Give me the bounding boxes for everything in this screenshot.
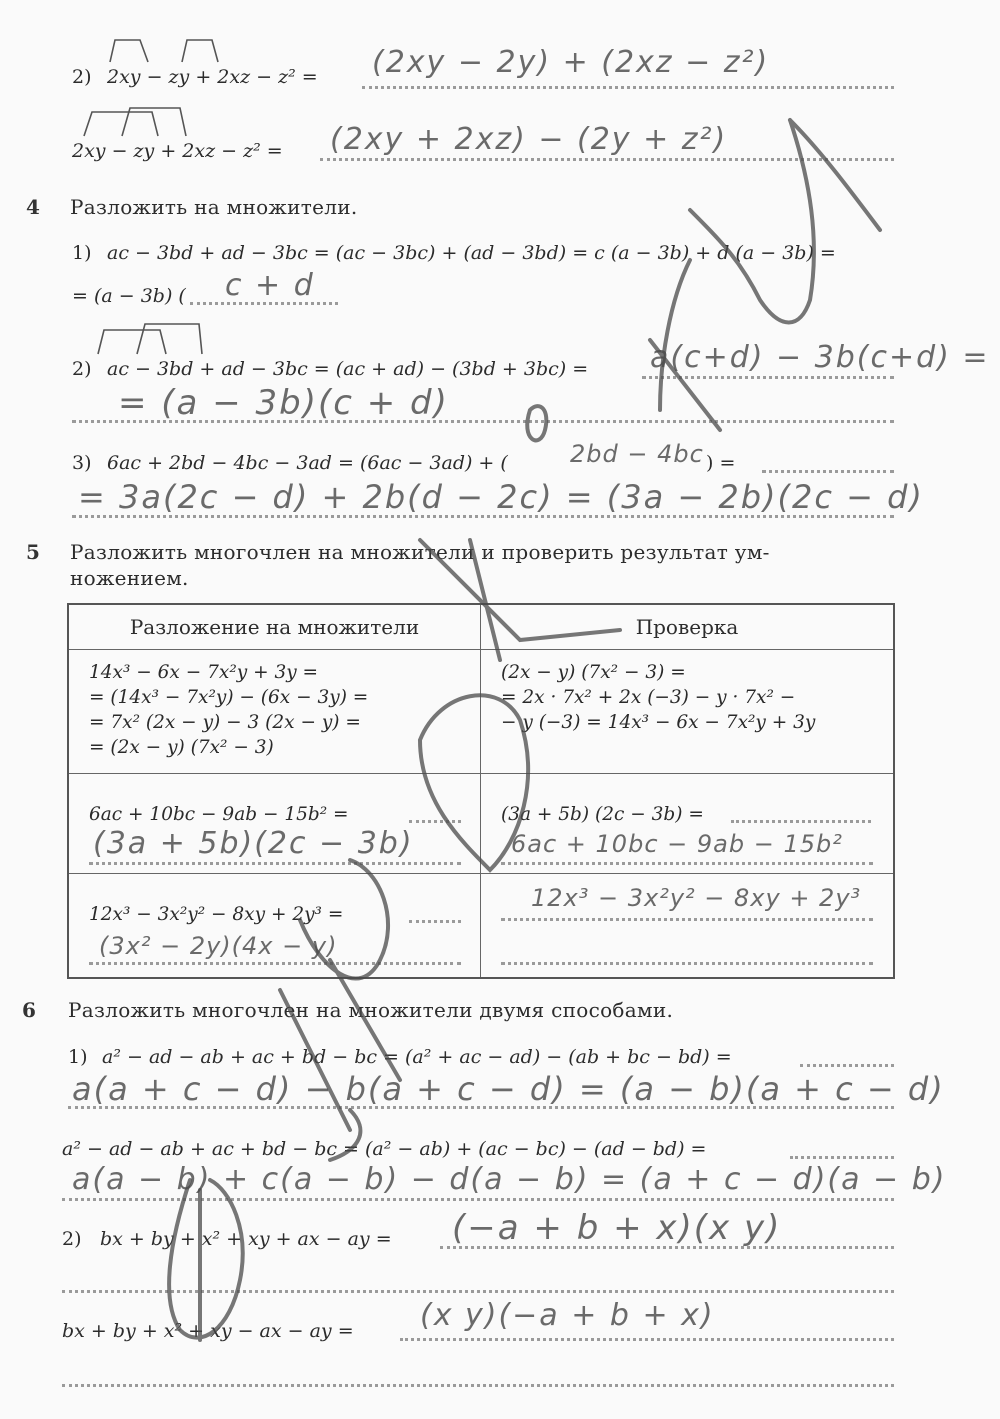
answer-line [400, 1338, 894, 1341]
check-handwritten-answer[interactable]: 6ac + 10bc − 9ab − 15b² [511, 830, 843, 858]
column-header-check: Проверка [481, 604, 895, 650]
column-header-factorization: Разложение на множители [68, 604, 481, 650]
answer-line [62, 1290, 894, 1293]
task4-item2-label: 2) [72, 358, 92, 380]
task4-title: Разложить на множители. [70, 195, 358, 219]
task4-item3-handwritten-answer[interactable]: = 3a(2c − d) + 2b(d − 2c) = (3a − 2b)(2c − d) [78, 478, 924, 516]
answer-line [762, 470, 894, 473]
table-cell-check [481, 874, 895, 978]
factor-check-table [67, 603, 895, 979]
table-cell-check [481, 774, 895, 874]
answer-line [362, 86, 894, 89]
table-cell-check [481, 650, 895, 774]
task5-number: 5 [26, 540, 40, 564]
task4-item2-handwritten-answer-line1[interactable]: a(c+d) − 3b(c+d) = [650, 340, 990, 375]
answer-line [89, 962, 461, 965]
factor-line: = (2x − y) (7x² − 3) [89, 737, 274, 758]
factor-handwritten-answer[interactable]: (3x² − 2y)(4x − y) [99, 932, 338, 960]
task5-title-line1: Разложить многочлен на множители и проверить результат ум- [70, 540, 770, 564]
task4-item3-fill-answer[interactable]: 2bd − 4bc [570, 440, 704, 468]
task3-item2b-handwritten-answer[interactable]: (2xy + 2xz) − (2y + z²) [330, 122, 728, 157]
task6-number: 6 [22, 998, 36, 1022]
task3-item2-handwritten-answer[interactable]: (2xy − 2y) + (2xz − z²) [372, 45, 770, 80]
answer-line [642, 376, 894, 379]
factor-line: = 7x² (2x − y) − 3 (2x − y) = [89, 712, 361, 733]
task6-item1-label: 1) [68, 1046, 88, 1068]
task4-item1-expression: ac − 3bd + ad − 3bc = (ac − 3bc) + (ad − 3bd) = c (a − 3b) + d (a − 3b) = [107, 242, 836, 264]
task6-item2-expression: bx + by + x² + xy + ax − ay = [100, 1228, 392, 1250]
table-cell-factorization [68, 774, 481, 874]
factor-expression: 6ac + 10bc − 9ab − 15b² = [89, 804, 349, 825]
table-cell-factorization [68, 650, 481, 774]
factor-line: = (14x³ − 7x²y) − (6x − 3y) = [89, 687, 369, 708]
check-line: − y (−3) = 14x³ − 6x − 7x²y + 3y [501, 712, 816, 733]
answer-line [62, 1198, 894, 1201]
check-line: = 2x · 7x² + 2x (−3) − y · 7x² − [501, 687, 796, 708]
task4-item1-continuation: = (a − 3b) ( [72, 285, 186, 307]
task4-item3-close: ) = [706, 452, 736, 474]
answer-line [501, 918, 873, 921]
answer-line [800, 1064, 894, 1067]
task6-item2-label: 2) [62, 1228, 82, 1250]
task3-item2-label: 2) [72, 66, 92, 88]
check-expression: (3a + 5b) (2c − 3b) = [501, 804, 704, 825]
answer-line [790, 1156, 894, 1159]
task6-item1b-handwritten-answer[interactable]: a(a − b) + c(a − b) − d(a − b) = (a + c − d)(a − b) [72, 1162, 947, 1197]
task6-item1-expression: a² − ad − ab + ac + bd − bc = (a² + ac − ad) − (ab + bc − bd) = [102, 1046, 732, 1068]
answer-line [409, 820, 461, 823]
task6-item2b-expression: bx + by + x² + xy − ax − ay = [62, 1320, 354, 1342]
task4-item1-label: 1) [72, 242, 92, 264]
answer-line [731, 820, 871, 823]
table-cell-factorization [68, 874, 481, 978]
factor-line: 14x³ − 6x − 7x²y + 3y = [89, 662, 319, 683]
task4-item3-label: 3) [72, 452, 92, 474]
task4-item1-handwritten-answer[interactable]: c + d [225, 268, 315, 303]
task6-item1b-expression: a² − ad − ab + ac + bd − bc = (a² − ab) + (ac − bc) − (ad − bd) = [62, 1138, 707, 1160]
task4-item2-handwritten-answer-line2[interactable]: = (a − 3b)(c + d) [118, 383, 449, 423]
task4-item3-expression: 6ac + 2bd − 4bc − 3ad = (6ac − 3ad) + ( [107, 452, 508, 474]
task3-item2b-expression: 2xy − zy + 2xz − z² = [72, 140, 283, 162]
answer-line [89, 862, 461, 865]
answer-line [409, 920, 461, 923]
factor-expression: 12x³ − 3x²y² − 8xy + 2y³ = [89, 904, 344, 925]
task6-item1-handwritten-answer[interactable]: a(a + c − d) − b(a + c − d) = (a − b)(a + c − d) [72, 1070, 945, 1108]
answer-line [320, 158, 894, 161]
check-handwritten-answer[interactable]: 12x³ − 3x²y² − 8xy + 2y³ [531, 884, 862, 912]
task6-item2b-handwritten-answer[interactable]: (x y)(−a + b + x) [420, 1298, 715, 1333]
task5-title-line2: ножением. [70, 566, 189, 590]
check-line: (2x − y) (7x² − 3) = [501, 662, 686, 683]
task6-title: Разложить многочлен на множители двумя способами. [68, 998, 674, 1022]
task4-number: 4 [26, 195, 40, 219]
factor-handwritten-answer[interactable]: (3a + 5b)(2c − 3b) [93, 826, 414, 861]
task4-item2-expression: ac − 3bd + ad − 3bc = (ac + ad) − (3bd + 3bc) = [107, 358, 589, 380]
answer-line [62, 1384, 894, 1387]
answer-line [501, 862, 873, 865]
task6-item2-handwritten-answer[interactable]: (−a + b + x)(x y) [452, 1208, 782, 1248]
answer-line [501, 962, 873, 965]
task3-item2-expression: 2xy − zy + 2xz − z² = [107, 66, 318, 88]
